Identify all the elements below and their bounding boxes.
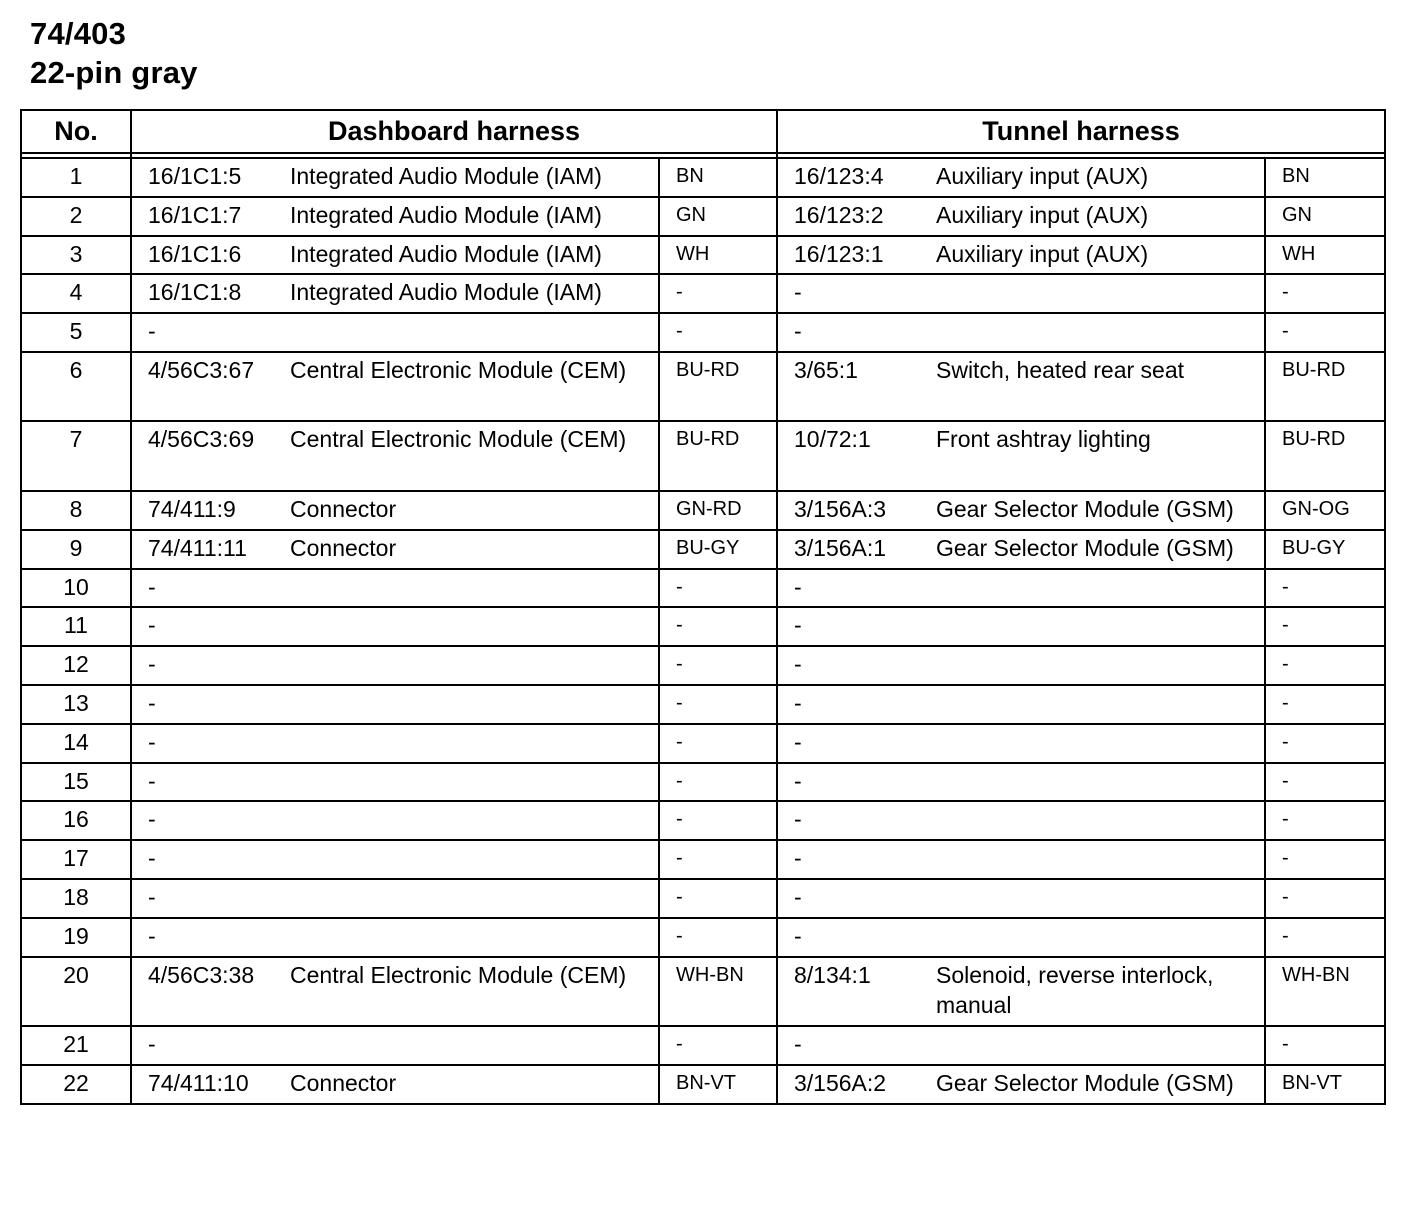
- pin-number: 16: [63, 806, 89, 833]
- pin-number-cell: [21, 763, 131, 802]
- dashboard-wire-color-cell: [659, 685, 777, 724]
- tunnel-wire-color-cell: [1265, 530, 1385, 569]
- dashboard-wire-color-cell: [659, 158, 777, 197]
- pin-assignment-table: [20, 109, 1386, 1105]
- tunnel-wire-color: WH-BN: [1282, 963, 1350, 986]
- tunnel-wire-color: -: [1282, 281, 1289, 304]
- dashboard-component: Central Electronic Module (CEM): [290, 426, 627, 453]
- dashboard-wire-color-cell: [659, 274, 777, 313]
- dashboard-cell: [131, 491, 659, 530]
- dashboard-pin-ref: -: [148, 845, 156, 872]
- pin-number-cell: [21, 313, 131, 352]
- dashboard-wire-color: -: [676, 1033, 683, 1056]
- dashboard-wire-color: BU-GY: [676, 536, 740, 559]
- tunnel-wire-color: -: [1282, 808, 1289, 831]
- dashboard-wire-color-cell: [659, 530, 777, 569]
- tunnel-pin-ref: 10/72:1: [794, 426, 871, 453]
- dashboard-cell: [131, 236, 659, 275]
- dashboard-pin-ref: -: [148, 728, 156, 755]
- dashboard-cell: [131, 421, 659, 491]
- dashboard-pin-ref: 74/411:10: [148, 1069, 249, 1096]
- dashboard-cell: [131, 197, 659, 236]
- tunnel-cell: [777, 1065, 1265, 1104]
- pin-number-cell: [21, 1065, 131, 1104]
- pin-number-cell: [21, 491, 131, 530]
- tunnel-wire-color: BN: [1282, 165, 1310, 187]
- dashboard-cell: [131, 879, 659, 918]
- pin-number: 22: [63, 1069, 89, 1096]
- tunnel-wire-color-cell: [1265, 957, 1385, 1027]
- pin-number-cell: [21, 421, 131, 491]
- tunnel-cell: [777, 313, 1265, 352]
- tunnel-wire-color-cell: [1265, 274, 1385, 313]
- dashboard-wire-color-cell: [659, 918, 777, 957]
- dashboard-wire-color-cell: [659, 724, 777, 763]
- tunnel-wire-color-cell: [1265, 879, 1385, 918]
- dashboard-component: Integrated Audio Module (IAM): [290, 240, 602, 267]
- tunnel-component: Gear Selector Module (GSM): [936, 1069, 1234, 1096]
- tunnel-wire-color-cell: [1265, 421, 1385, 491]
- dashboard-wire-color: WH: [676, 242, 710, 265]
- pin-number-cell: [21, 801, 131, 840]
- dashboard-component: Connector: [290, 495, 397, 522]
- pin-number: 17: [63, 845, 89, 872]
- tunnel-wire-color: -: [1282, 885, 1289, 908]
- tunnel-pin-ref: -: [794, 922, 802, 949]
- tunnel-wire-color: -: [1282, 320, 1289, 343]
- pin-number: 19: [63, 922, 89, 949]
- tunnel-wire-color: -: [1282, 730, 1289, 753]
- tunnel-pin-ref: -: [794, 689, 802, 716]
- tunnel-pin-ref: 3/156A:1: [794, 534, 887, 561]
- pin-number-cell: [21, 1026, 131, 1065]
- dashboard-pin-ref: -: [148, 1031, 156, 1058]
- table-row: [21, 197, 1385, 236]
- connector-id: 74/403: [30, 16, 127, 51]
- dashboard-pin-ref: -: [148, 612, 156, 639]
- dashboard-component: Integrated Audio Module (IAM): [290, 279, 602, 306]
- pin-number-cell: [21, 236, 131, 275]
- dashboard-cell: [131, 313, 659, 352]
- table-row: [21, 607, 1385, 646]
- connector-description: 22-pin gray: [30, 55, 198, 90]
- pin-number: 13: [63, 689, 89, 716]
- tunnel-pin-ref: -: [794, 612, 802, 639]
- tunnel-cell: [777, 724, 1265, 763]
- pin-number: 11: [64, 612, 88, 639]
- tunnel-pin-ref: 16/123:2: [794, 201, 884, 228]
- table-row: [21, 879, 1385, 918]
- table-row: [21, 918, 1385, 957]
- pin-number-cell: [21, 685, 131, 724]
- pin-number-cell: [21, 724, 131, 763]
- pin-number: 3: [69, 240, 83, 267]
- table-row: [21, 530, 1385, 569]
- tunnel-pin-ref: -: [794, 1031, 802, 1058]
- dashboard-cell: [131, 530, 659, 569]
- table-row: [21, 313, 1385, 352]
- dashboard-cell: [131, 724, 659, 763]
- tunnel-cell: [777, 685, 1265, 724]
- dashboard-component: Integrated Audio Module (IAM): [290, 163, 602, 189]
- dashboard-wire-color-cell: [659, 840, 777, 879]
- tunnel-pin-ref: -: [794, 845, 802, 872]
- tunnel-pin-ref: -: [794, 573, 802, 600]
- dashboard-wire-color: BU-RD: [676, 358, 740, 381]
- dashboard-wire-color: -: [676, 653, 683, 676]
- tunnel-wire-color-cell: [1265, 724, 1385, 763]
- dashboard-wire-color: -: [676, 691, 683, 714]
- tunnel-wire-color-cell: [1265, 236, 1385, 275]
- tunnel-wire-color: -: [1282, 575, 1289, 598]
- tunnel-pin-ref: -: [794, 651, 802, 678]
- dashboard-wire-color-cell: [659, 801, 777, 840]
- dashboard-wire-color: GN-RD: [676, 497, 742, 520]
- dashboard-wire-color-cell: [659, 607, 777, 646]
- table-row: [21, 274, 1385, 313]
- dashboard-wire-color: BN: [676, 165, 704, 187]
- pin-number-cell: [21, 646, 131, 685]
- tunnel-wire-color: GN: [1282, 203, 1312, 226]
- tunnel-wire-color-cell: [1265, 158, 1385, 197]
- tunnel-cell: [777, 274, 1265, 313]
- tunnel-cell: [777, 569, 1265, 608]
- dashboard-pin-ref: 4/56C3:69: [148, 426, 255, 453]
- dashboard-wire-color-cell: [659, 763, 777, 802]
- tunnel-cell: [777, 646, 1265, 685]
- tunnel-cell: [777, 158, 1265, 197]
- tunnel-wire-color: -: [1282, 1033, 1289, 1056]
- dashboard-cell: [131, 840, 659, 879]
- tunnel-wire-color-cell: [1265, 352, 1385, 422]
- tunnel-pin-ref: 3/156A:2: [794, 1069, 887, 1096]
- tunnel-wire-color: -: [1282, 847, 1289, 870]
- tunnel-wire-color-cell: [1265, 840, 1385, 879]
- pin-number: 6: [69, 356, 83, 383]
- pin-number: 10: [63, 573, 89, 600]
- tunnel-wire-color: GN-OG: [1282, 497, 1350, 520]
- dashboard-cell: [131, 763, 659, 802]
- dashboard-wire-color: -: [676, 769, 683, 792]
- dashboard-wire-color: GN: [676, 203, 706, 226]
- dashboard-wire-color: -: [676, 924, 683, 947]
- dashboard-pin-ref: 16/1C1:7: [148, 201, 242, 228]
- dashboard-pin-ref: -: [148, 883, 156, 910]
- tunnel-pin-ref: -: [794, 728, 802, 755]
- pin-number-cell: [21, 879, 131, 918]
- dashboard-cell: [131, 957, 659, 1027]
- dashboard-component: Integrated Audio Module (IAM): [290, 201, 602, 228]
- dashboard-wire-color: -: [676, 614, 683, 637]
- tunnel-component: Auxiliary input (AUX): [936, 163, 1149, 189]
- tunnel-pin-ref: -: [794, 883, 802, 910]
- dashboard-wire-color-cell: [659, 646, 777, 685]
- table-row: [21, 158, 1385, 197]
- tunnel-wire-color: -: [1282, 769, 1289, 792]
- pin-number-cell: [21, 158, 131, 197]
- dashboard-component: Connector: [290, 1069, 397, 1096]
- header-no: No.: [21, 110, 131, 153]
- tunnel-wire-color-cell: [1265, 607, 1385, 646]
- table-row: [21, 491, 1385, 530]
- tunnel-wire-color: BU-RD: [1282, 358, 1346, 381]
- dashboard-wire-color-cell: [659, 197, 777, 236]
- table-row: [21, 724, 1385, 763]
- tunnel-wire-color-cell: [1265, 801, 1385, 840]
- dashboard-pin-ref: 74/411:9: [148, 495, 236, 522]
- tunnel-wire-color-cell: [1265, 313, 1385, 352]
- pin-number-cell: [21, 274, 131, 313]
- dashboard-wire-color-cell: [659, 491, 777, 530]
- dashboard-pin-ref: 4/56C3:67: [148, 356, 255, 383]
- tunnel-cell: [777, 352, 1265, 422]
- dashboard-pin-ref: 16/1C1:8: [148, 279, 242, 306]
- dashboard-wire-color: -: [676, 281, 683, 304]
- dashboard-pin-ref: 16/1C1:6: [148, 240, 242, 267]
- tunnel-wire-color: BU-GY: [1282, 536, 1346, 559]
- pin-number: 18: [63, 883, 89, 910]
- dashboard-cell: [131, 569, 659, 608]
- table-row: [21, 236, 1385, 275]
- tunnel-component: Solenoid, reverse interlock, manual: [936, 961, 1214, 1018]
- tunnel-wire-color: -: [1282, 614, 1289, 637]
- pin-number-cell: [21, 197, 131, 236]
- dashboard-wire-color: -: [676, 575, 683, 598]
- tunnel-wire-color: -: [1282, 924, 1289, 947]
- tunnel-wire-color-cell: [1265, 569, 1385, 608]
- dashboard-cell: [131, 685, 659, 724]
- header-tunnel-harness: Tunnel harness: [777, 110, 1385, 153]
- dashboard-wire-color: -: [676, 847, 683, 870]
- pin-number: 1: [69, 163, 83, 189]
- tunnel-wire-color-cell: [1265, 491, 1385, 530]
- tunnel-pin-ref: -: [794, 806, 802, 833]
- pin-number: 4: [69, 279, 83, 306]
- dashboard-pin-ref: -: [148, 573, 156, 600]
- tunnel-component: Switch, heated rear seat: [936, 356, 1185, 383]
- dashboard-wire-color: -: [676, 320, 683, 343]
- dashboard-cell: [131, 352, 659, 422]
- dashboard-pin-ref: -: [148, 651, 156, 678]
- tunnel-cell: [777, 763, 1265, 802]
- tunnel-wire-color: BN-VT: [1282, 1071, 1342, 1094]
- tunnel-wire-color-cell: [1265, 1065, 1385, 1104]
- pin-number-cell: [21, 957, 131, 1027]
- dashboard-pin-ref: -: [148, 922, 156, 949]
- pin-number-cell: [21, 918, 131, 957]
- tunnel-pin-ref: 8/134:1: [794, 961, 871, 988]
- pin-number: 15: [63, 767, 89, 794]
- tunnel-pin-ref: -: [794, 279, 802, 306]
- tunnel-cell: [777, 421, 1265, 491]
- tunnel-cell: [777, 236, 1265, 275]
- dashboard-cell: [131, 801, 659, 840]
- dashboard-wire-color: -: [676, 730, 683, 753]
- dashboard-cell: [131, 1026, 659, 1065]
- pin-number-cell: [21, 530, 131, 569]
- dashboard-cell: [131, 274, 659, 313]
- dashboard-cell: [131, 646, 659, 685]
- pin-number: 5: [69, 318, 83, 345]
- tunnel-pin-ref: 3/156A:3: [794, 495, 887, 522]
- tunnel-wire-color-cell: [1265, 685, 1385, 724]
- dashboard-wire-color-cell: [659, 352, 777, 422]
- tunnel-pin-ref: 16/123:1: [794, 240, 884, 267]
- dashboard-wire-color-cell: [659, 421, 777, 491]
- table-row: [21, 1065, 1385, 1104]
- dashboard-wire-color-cell: [659, 957, 777, 1027]
- dashboard-cell: [131, 918, 659, 957]
- tunnel-pin-ref: 16/123:4: [794, 163, 884, 189]
- tunnel-wire-color-cell: [1265, 918, 1385, 957]
- dashboard-wire-color: -: [676, 885, 683, 908]
- pin-number: 20: [63, 961, 89, 988]
- tunnel-wire-color: BU-RD: [1282, 428, 1346, 451]
- table-body: [21, 153, 1385, 1104]
- dashboard-wire-color-cell: [659, 569, 777, 608]
- dashboard-pin-ref: -: [148, 318, 156, 345]
- tunnel-cell: [777, 197, 1265, 236]
- tunnel-cell: [777, 840, 1265, 879]
- dashboard-wire-color: BU-RD: [676, 428, 740, 451]
- tunnel-cell: [777, 957, 1265, 1027]
- table-row: [21, 569, 1385, 608]
- tunnel-pin-ref: -: [794, 318, 802, 345]
- tunnel-pin-ref: -: [794, 767, 802, 794]
- dashboard-component: Connector: [290, 534, 397, 561]
- dashboard-cell: [131, 158, 659, 197]
- pin-number-cell: [21, 569, 131, 608]
- pin-number: 8: [69, 495, 83, 522]
- table-header-row: [21, 110, 1385, 153]
- pin-number: 9: [69, 534, 83, 561]
- tunnel-cell: [777, 879, 1265, 918]
- tunnel-wire-color-cell: [1265, 646, 1385, 685]
- tunnel-component: Front ashtray lighting: [936, 426, 1151, 453]
- dashboard-pin-ref: 16/1C1:5: [148, 163, 242, 189]
- tunnel-component: Auxiliary input (AUX): [936, 201, 1149, 228]
- tunnel-component: Gear Selector Module (GSM): [936, 534, 1234, 561]
- table-row: [21, 352, 1385, 422]
- dashboard-wire-color-cell: [659, 236, 777, 275]
- dashboard-component: Central Electronic Module (CEM): [290, 961, 627, 988]
- tunnel-cell: [777, 491, 1265, 530]
- table-row: [21, 840, 1385, 879]
- tunnel-component: Gear Selector Module (GSM): [936, 495, 1234, 522]
- tunnel-wire-color-cell: [1265, 763, 1385, 802]
- tunnel-wire-color: -: [1282, 691, 1289, 714]
- table-row: [21, 685, 1385, 724]
- tunnel-wire-color: WH: [1282, 242, 1316, 265]
- table-row: [21, 763, 1385, 802]
- dashboard-wire-color-cell: [659, 313, 777, 352]
- tunnel-wire-color: -: [1282, 653, 1289, 676]
- dashboard-pin-ref: -: [148, 689, 156, 716]
- dashboard-cell: [131, 1065, 659, 1104]
- pin-number-cell: [21, 840, 131, 879]
- table-row: [21, 421, 1385, 491]
- dashboard-wire-color-cell: [659, 879, 777, 918]
- tunnel-cell: [777, 801, 1265, 840]
- tunnel-component: Auxiliary input (AUX): [936, 240, 1149, 267]
- pin-number: 14: [63, 728, 89, 755]
- dashboard-cell: [131, 607, 659, 646]
- table-row: [21, 646, 1385, 685]
- tunnel-cell: [777, 918, 1265, 957]
- dashboard-pin-ref: -: [148, 806, 156, 833]
- dashboard-pin-ref: 74/411:11: [148, 534, 247, 561]
- table-row: [21, 801, 1385, 840]
- pin-number: 21: [63, 1031, 89, 1058]
- tunnel-pin-ref: 3/65:1: [794, 356, 858, 383]
- table-row: [21, 957, 1385, 1027]
- table-row: [21, 1026, 1385, 1065]
- pin-number-cell: [21, 352, 131, 422]
- dashboard-wire-color: -: [676, 808, 683, 831]
- dashboard-pin-ref: -: [148, 767, 156, 794]
- tunnel-cell: [777, 1026, 1265, 1065]
- pin-number: 12: [63, 651, 89, 678]
- tunnel-wire-color-cell: [1265, 1026, 1385, 1065]
- dashboard-wire-color: WH-BN: [676, 963, 744, 986]
- dashboard-wire-color: BN-VT: [676, 1071, 736, 1094]
- dashboard-wire-color-cell: [659, 1065, 777, 1104]
- header-dashboard-harness: Dashboard harness: [131, 110, 777, 153]
- dashboard-pin-ref: 4/56C3:38: [148, 961, 255, 988]
- tunnel-wire-color-cell: [1265, 197, 1385, 236]
- tunnel-cell: [777, 530, 1265, 569]
- dashboard-component: Central Electronic Module (CEM): [290, 356, 627, 383]
- pin-number: 7: [69, 426, 83, 453]
- pin-number: 2: [69, 201, 83, 228]
- pin-number-cell: [21, 607, 131, 646]
- document-title: [30, 14, 198, 92]
- dashboard-wire-color-cell: [659, 1026, 777, 1065]
- tunnel-cell: [777, 607, 1265, 646]
